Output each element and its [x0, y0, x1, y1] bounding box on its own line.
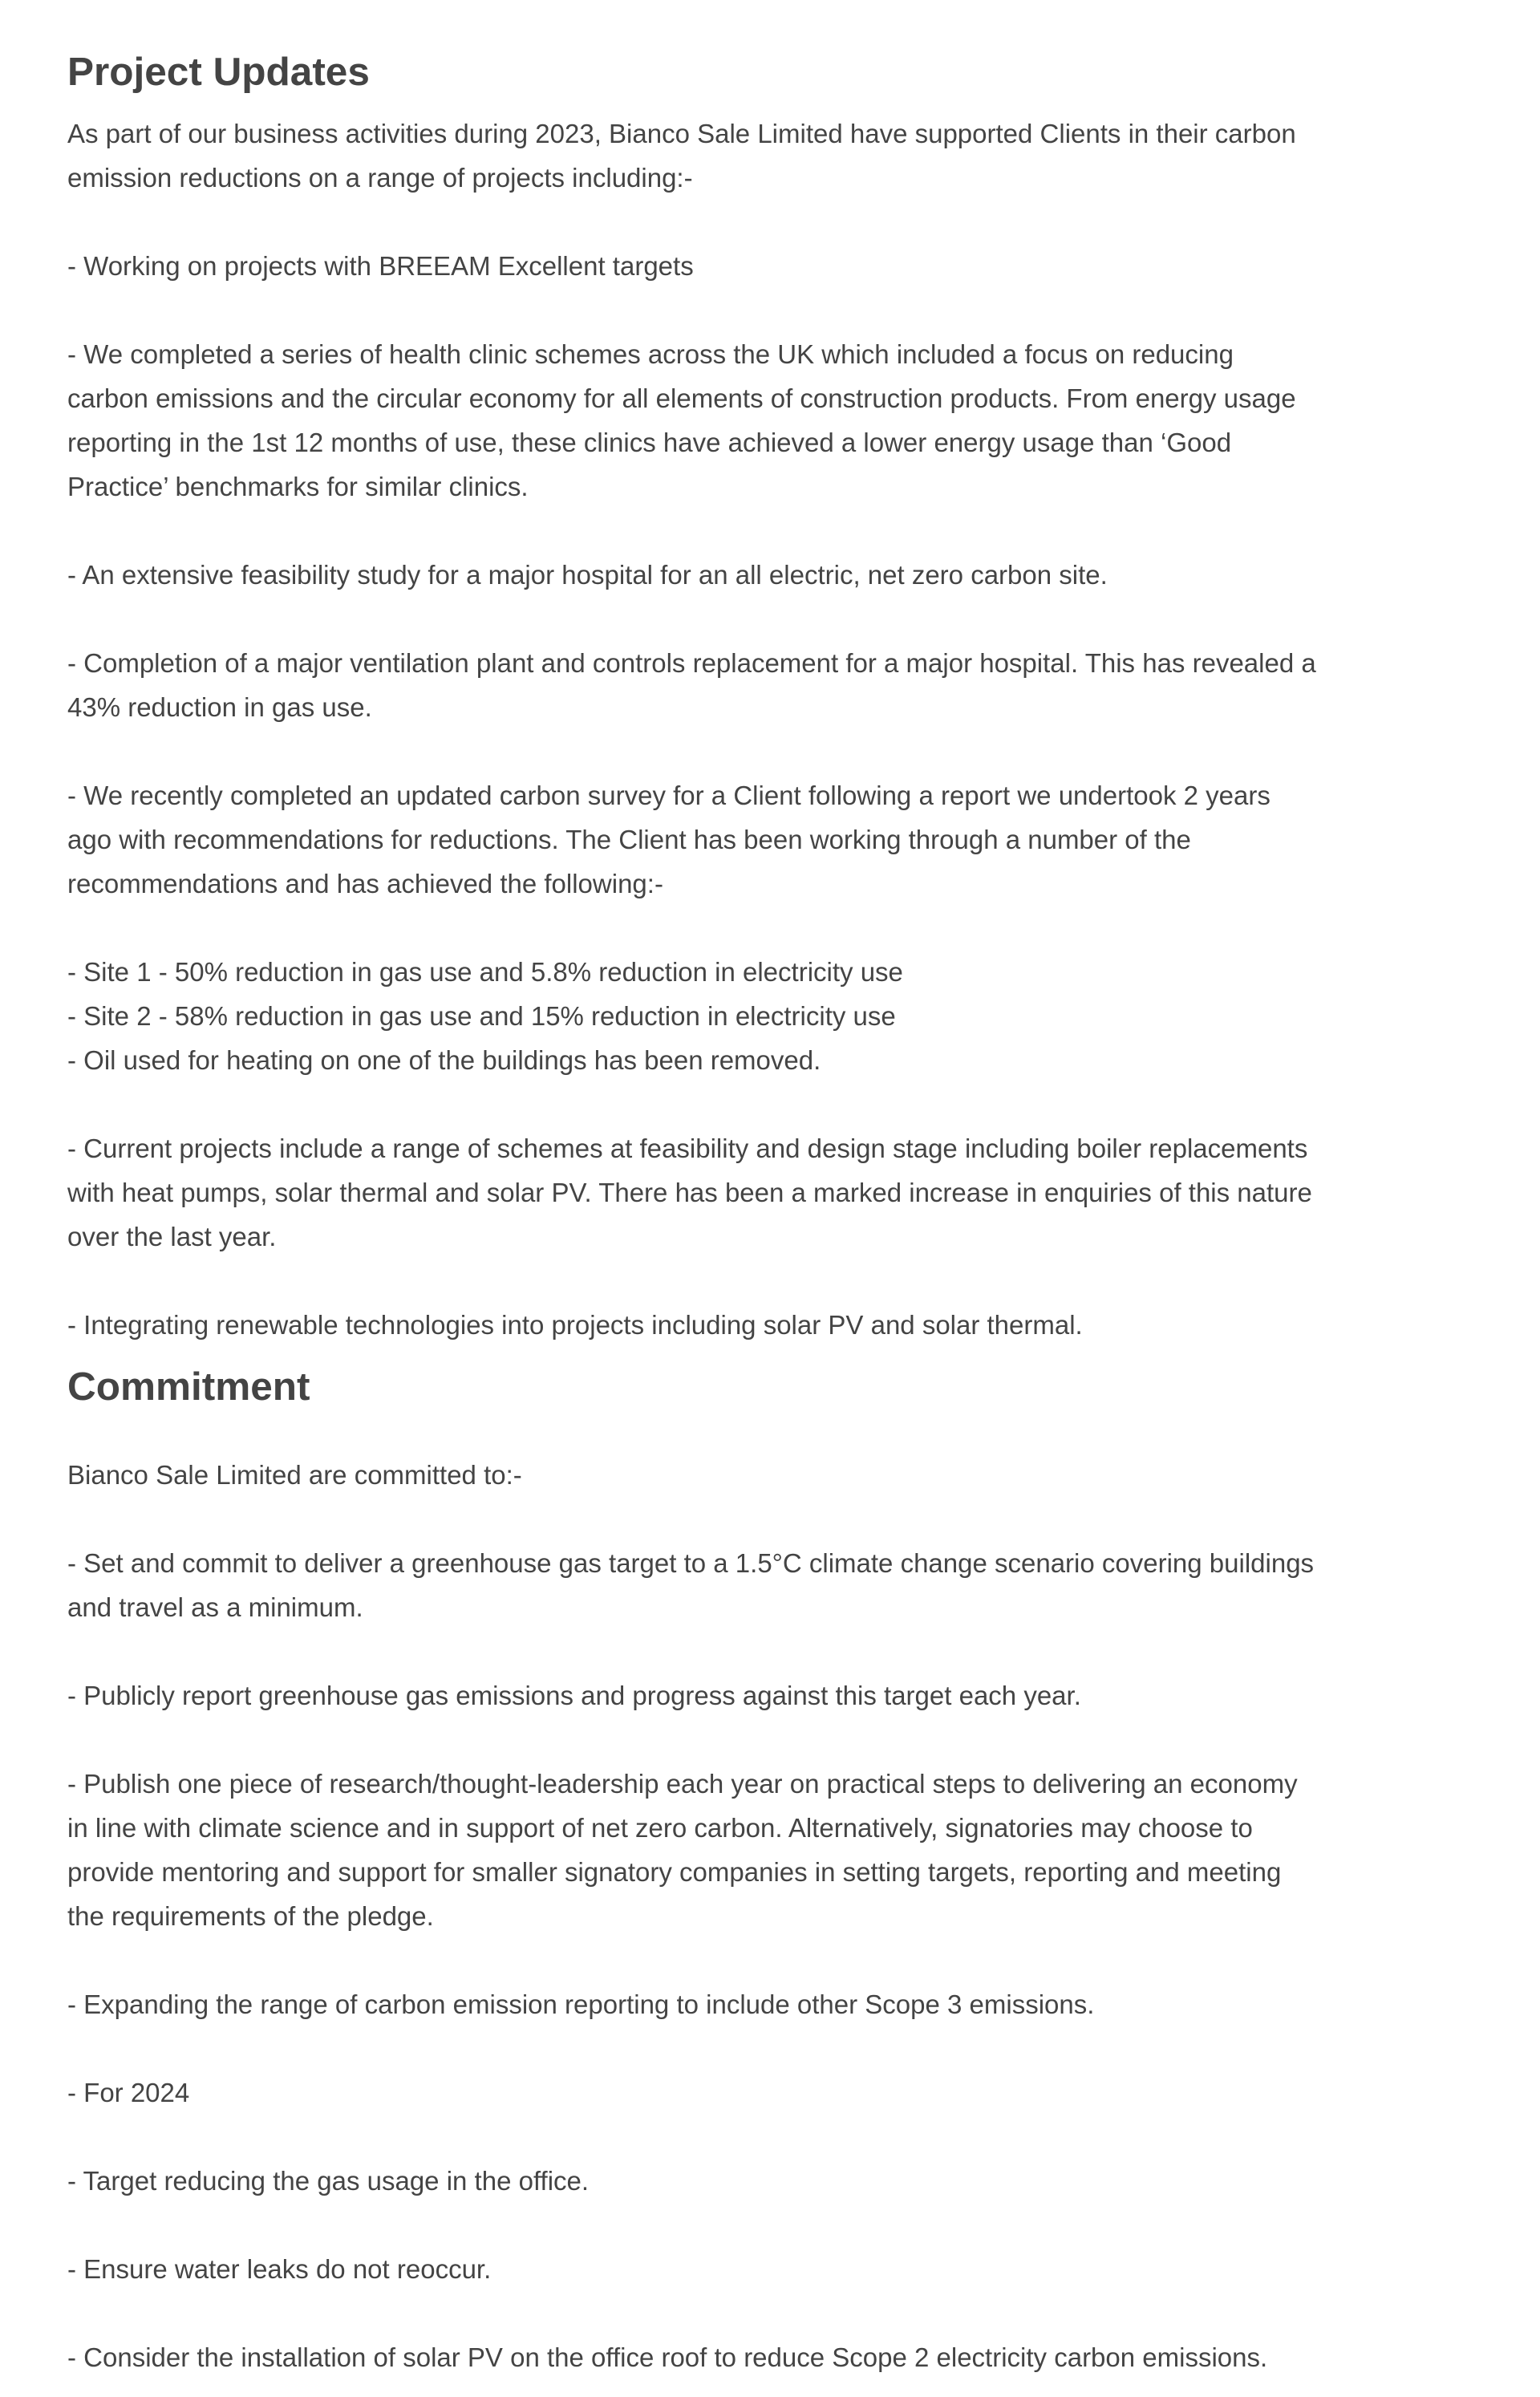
project-item-health-clinics: - We completed a series of health clinic schemes across the UK which included a focus on reducing carbon emissions and the circular economy for all elements of construction products. From energy usage reporting in the 1st 12 months of use, these clinics have achieved a lower energy usage than ‘Good Practice’ benchmarks for similar clinics. [67, 339, 1296, 501]
project-item-ventilation-plant: - Completion of a major ventilation plant and controls replacement for a major hospital. This has revealed a 43% reduction in gas use. [67, 648, 1316, 722]
project-item-renewables: - Integrating renewable technologies into projects including solar PV and solar thermal. [67, 1310, 1083, 1340]
commitment-item-research: - Publish one piece of research/thought-leadership each year on practical steps to delivering an economy in line with climate science and in support of net zero carbon. Alternatively, signatories may choose to provide mentoring and support for smaller signatory companies in setting targets, reporting and meeting the requirements of the pledge. [67, 1769, 1298, 1931]
commitment-item-scope3: - Expanding the range of carbon emission reporting to include other Scope 3 emissions. [67, 1989, 1095, 2019]
commitment-heading: Commitment [67, 1365, 310, 1409]
commitment-item-2024: - For 2024 [67, 2078, 190, 2107]
commitment-item-gas-usage: - Target reducing the gas usage in the office. [67, 2166, 590, 2196]
project-item-carbon-survey: - We recently completed an updated carbon survey for a Client following a report we undertook 2 years ago with recommendations for reductions. The Client has been working through a number of the recommendations and has achieved the following:- [67, 781, 1270, 898]
site-item-1: - Site 1 - 50% reduction in gas use and 5.8% reduction in electricity use [67, 957, 903, 987]
project-updates-intro: As part of our business activities during 2023, Bianco Sale Limited have supported Clients in their carbon emission reductions on a range of projects including:- [67, 119, 1296, 193]
project-updates-heading: Project Updates [67, 50, 370, 94]
project-item-feasibility-study: - An extensive feasibility study for a major hospital for an all electric, net zero carbon site. [67, 560, 1108, 590]
commitment-item-solar-pv: - Consider the installation of solar PV on the office roof to reduce Scope 2 electricity carbon emissions. [67, 2342, 1268, 2372]
commitment-intro: Bianco Sale Limited are committed to:- [67, 1460, 522, 1490]
commitment-item-report: - Publicly report greenhouse gas emissions and progress against this target each year. [67, 1681, 1081, 1710]
project-item-current-projects: - Current projects include a range of schemes at feasibility and design stage including boiler replacements with heat pumps, solar thermal and solar PV. There has been a marked increase in enquiries of this nature over the last year. [67, 1134, 1312, 1251]
site-item-2: - Site 2 - 58% reduction in gas use and 15% reduction in electricity use [67, 1001, 896, 1031]
commitment-item-water-leaks: - Ensure water leaks do not reoccur. [67, 2254, 492, 2284]
commitment-item-target: - Set and commit to deliver a greenhouse gas target to a 1.5°C climate change scenario covering buildings and travel as a minimum. [67, 1548, 1315, 1622]
project-item-breeam: - Working on projects with BREEAM Excellent targets [67, 251, 694, 281]
site-item-oil: - Oil used for heating on one of the buildings has been removed. [67, 1045, 821, 1075]
document-content [67, 50, 1319, 2379]
